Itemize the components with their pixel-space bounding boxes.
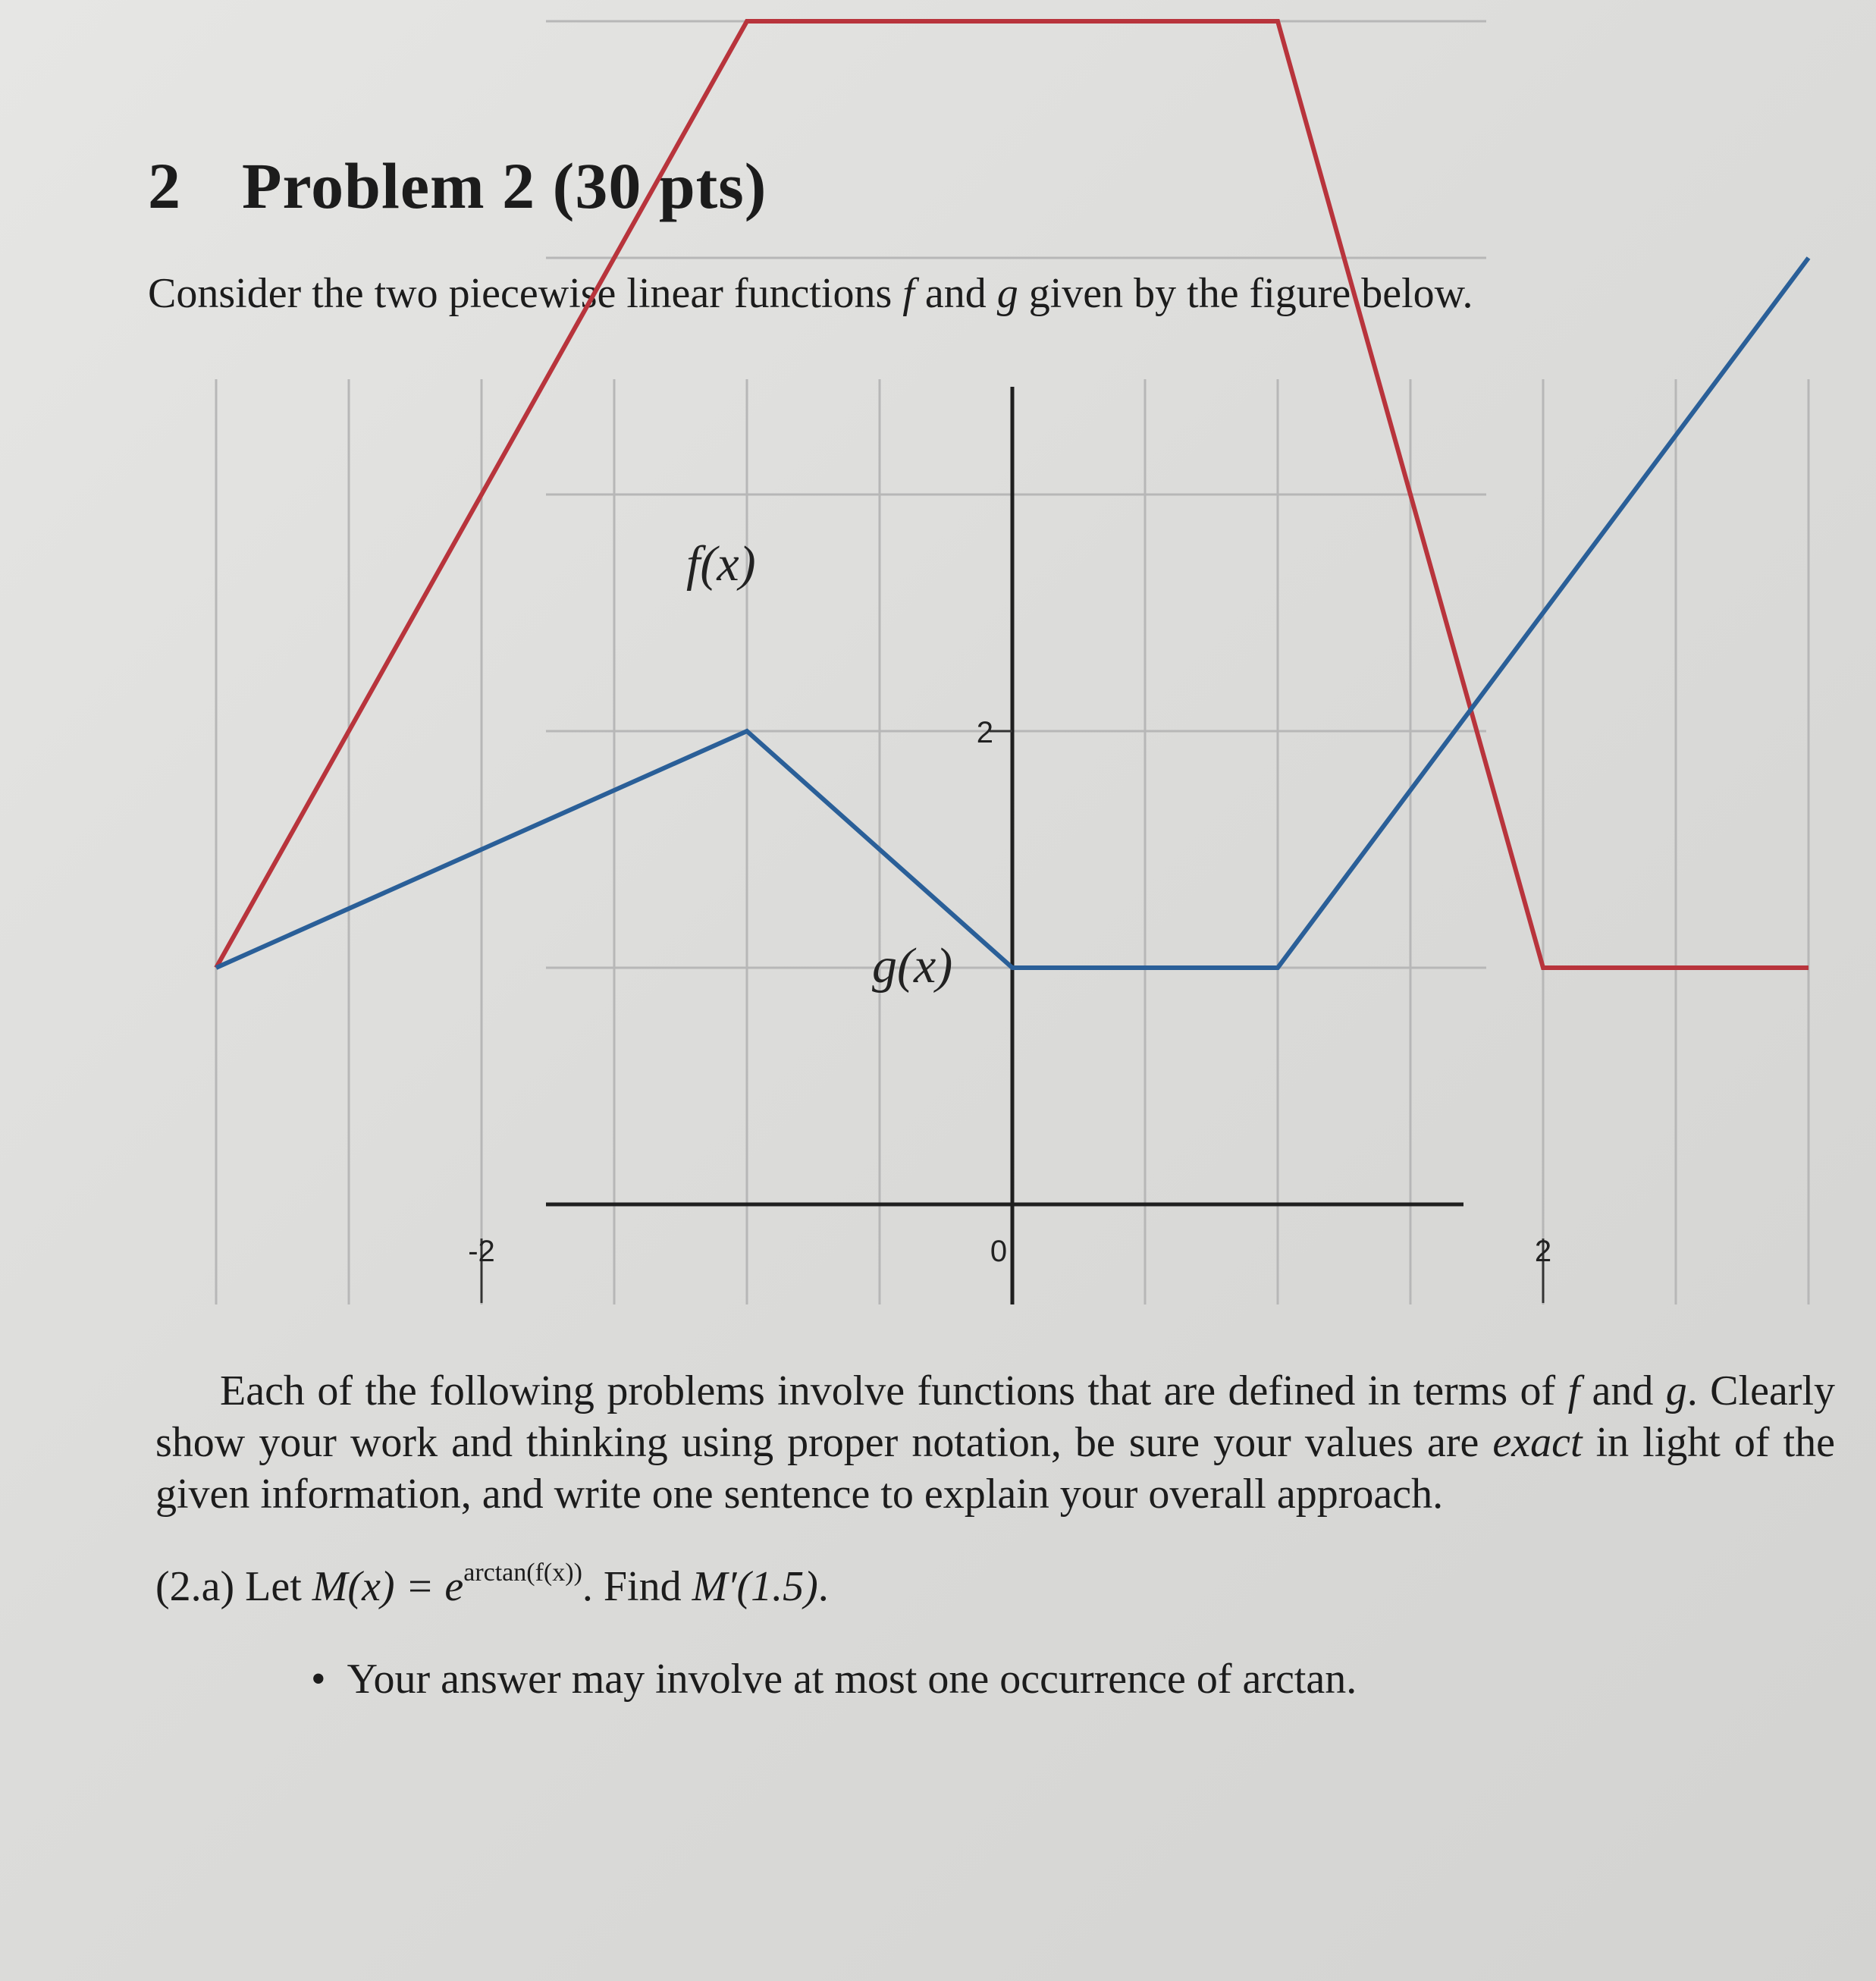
intro-text-1: Consider the two piecewise linear functions [148,270,903,317]
x-tick-label: 2 [1534,1235,1552,1268]
axes [482,387,1543,1304]
intro-and: and [914,270,997,317]
y-tick-label: 2 [976,716,993,749]
hint-text: Your answer may involve at most one occurrence of arctan. [347,1656,1357,1703]
instructions-g: g [1665,1367,1687,1414]
x-tick-label: 0 [990,1235,1008,1268]
instructions-text-3: in light of the given information, and write one sentence to explain your overall approach. [155,1419,1836,1518]
bullet-icon: • [311,1656,326,1703]
section-number: 2 [148,149,181,222]
intro-g-symbol: g [996,270,1018,317]
intro-text-2: given by the figure below. [1018,270,1473,317]
subproblem-target: M′(1.5) [692,1563,818,1610]
subproblem-label: (2.a) Let [155,1563,312,1610]
x-tick-label: -2 [468,1235,495,1268]
instructions-and: and [1580,1367,1666,1414]
subproblem-M-definition: M(x) = e [312,1563,464,1610]
f-label: f(x) [686,536,756,592]
tick-labels [468,716,1551,1268]
hint-bullet [311,1655,1357,1703]
g-label: g(x) [872,938,953,994]
subproblem-2a [155,1559,829,1611]
instructions-f: f [1567,1367,1580,1414]
subproblem-find: . Find [582,1563,692,1610]
section-title: Problem 2 (30 pts) [242,149,767,222]
instructions-exact: exact [1492,1419,1583,1466]
subproblem-exponent: arctan(f(x)) [463,1559,582,1587]
subproblem-end: . [817,1563,829,1610]
instructions-text-1: Each of the following problems involve functions that are defined in terms of [220,1367,1568,1414]
instructions-text-2: . Clearly show your work and thinking using proper notation, be sure your values are [155,1367,1836,1466]
intro-f-symbol: f [902,270,914,317]
instructions-paragraph [155,1365,1835,1520]
